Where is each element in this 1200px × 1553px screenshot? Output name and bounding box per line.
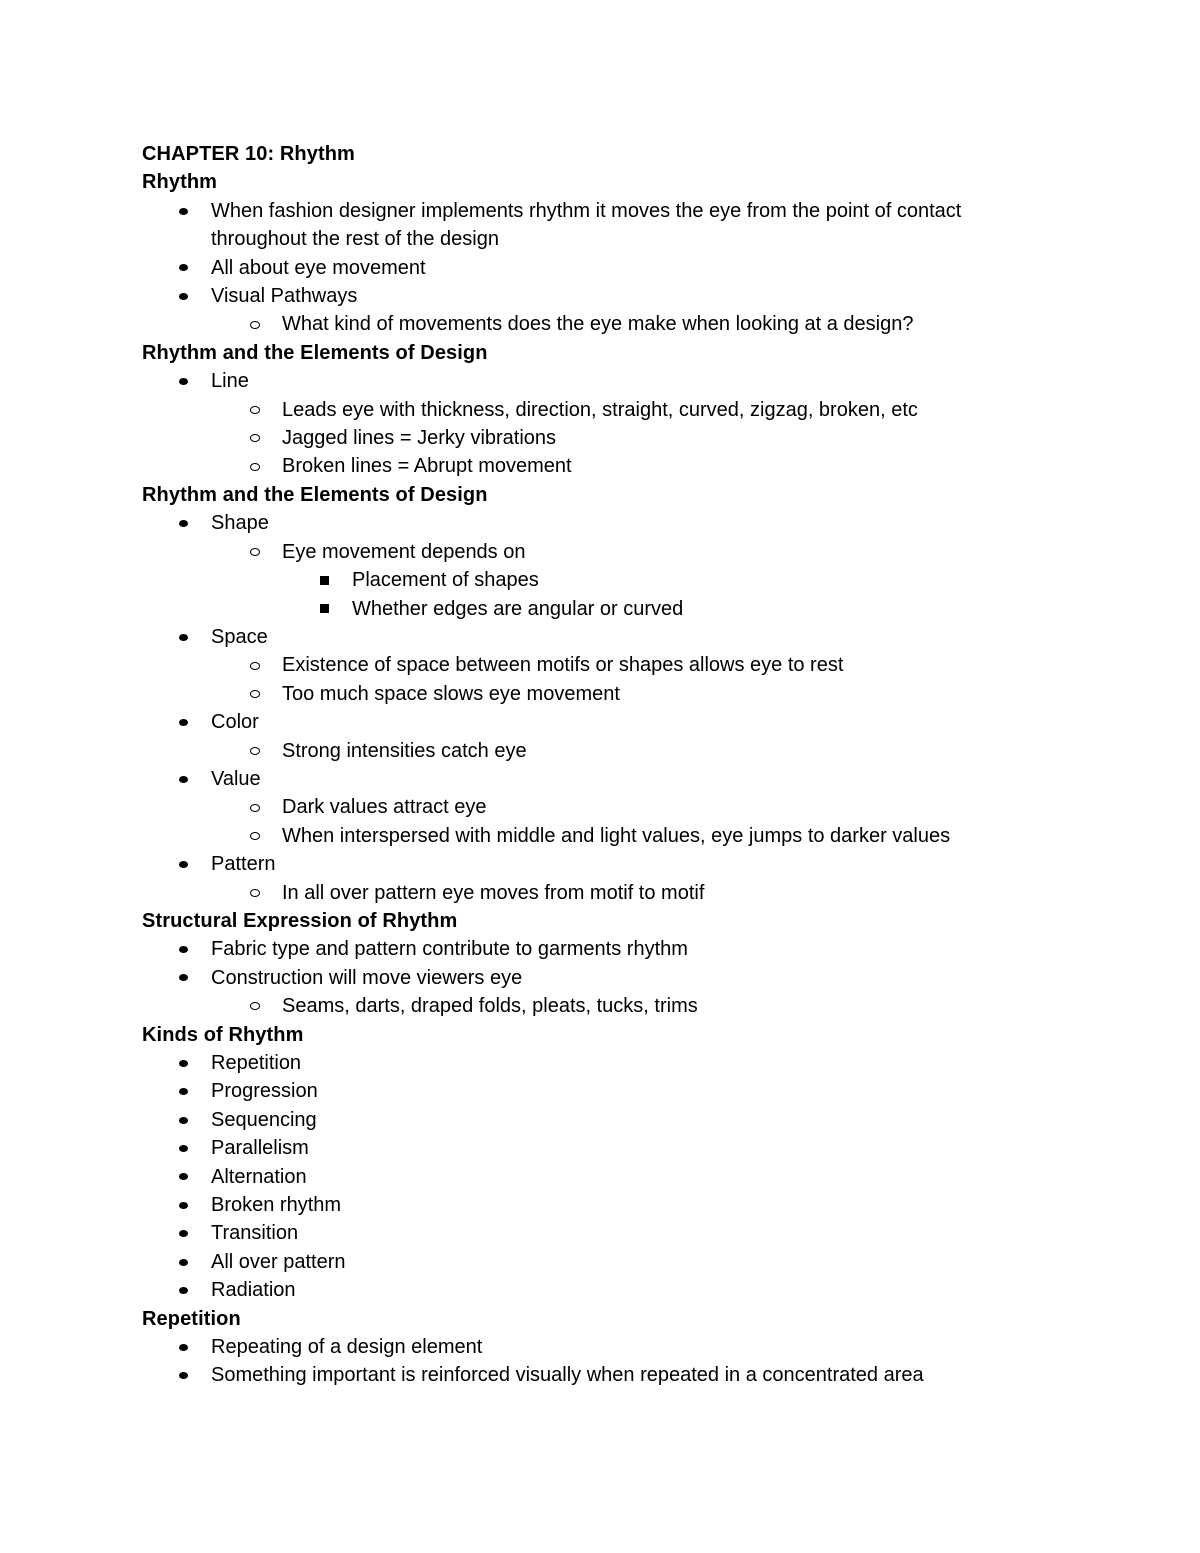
heading-text: CHAPTER 10: Rhythm — [142, 143, 355, 165]
list-item-text: Radiation — [211, 1279, 296, 1302]
square-bullet-icon — [320, 595, 329, 623]
list-item-text: Progression — [211, 1080, 318, 1103]
list-item-text: Broken lines = Abrupt movement — [282, 455, 572, 478]
list-item-text: Repetition — [211, 1052, 302, 1074]
section-heading — [142, 1305, 1102, 1333]
list-item-text: Transition — [211, 1222, 299, 1245]
heading-text: Rhythm and the Elements of Design — [142, 341, 488, 364]
heading-text: Structural Expression of Rhythm — [142, 909, 458, 932]
list-item — [142, 282, 1102, 310]
list-item — [142, 680, 1102, 708]
filled-bullet-icon — [179, 1248, 188, 1276]
list-item-text: Line — [211, 370, 249, 393]
list-item-text: Visual Pathways — [211, 285, 358, 308]
filled-bullet-icon — [179, 509, 188, 537]
section-heading — [142, 1021, 1102, 1049]
heading-text: Repetition — [142, 1307, 241, 1330]
section-heading — [142, 481, 1102, 509]
hollow-bullet-icon — [250, 452, 260, 480]
list-item-text: Shape — [211, 512, 269, 535]
filled-bullet-icon — [179, 1191, 188, 1219]
list-item — [142, 765, 1102, 793]
list-item-text: Existence of space between motifs or shapes allows eye to rest — [282, 654, 844, 677]
list-item — [142, 509, 1102, 537]
section-heading — [142, 907, 1102, 935]
hollow-bullet-icon — [250, 396, 260, 424]
list-item — [142, 822, 1102, 850]
list-item — [142, 396, 1102, 424]
list-item — [142, 1191, 1102, 1219]
list-item-text: Placement of shapes — [352, 569, 539, 592]
hollow-bullet-icon — [250, 538, 260, 566]
list-item-text: Seams, darts, draped folds, pleats, tucks, trims — [282, 995, 698, 1018]
filled-bullet-icon — [179, 623, 188, 651]
list-item — [142, 424, 1102, 452]
hollow-bullet-icon — [250, 651, 260, 679]
list-item — [142, 1361, 1102, 1389]
list-item-text: In all over pattern eye moves from motif to motif — [282, 881, 705, 904]
hollow-bullet-icon — [250, 424, 260, 452]
hollow-bullet-icon — [250, 310, 260, 338]
list-item — [142, 1276, 1102, 1304]
filled-bullet-icon — [179, 1106, 188, 1134]
hollow-bullet-icon — [250, 680, 260, 708]
list-item — [142, 310, 1102, 338]
list-item — [142, 1106, 1102, 1134]
hollow-bullet-icon — [250, 822, 260, 850]
list-item-text: Dark values attract eye — [282, 796, 487, 819]
heading-text: Rhythm and the Elements of Design — [142, 483, 488, 506]
list-item-text: Broken rhythm — [211, 1194, 342, 1217]
list-item-text: Repeating of a design element — [211, 1336, 483, 1359]
hollow-bullet-icon — [250, 879, 260, 907]
list-item-text: Alternation — [211, 1165, 307, 1188]
list-item — [142, 1248, 1102, 1276]
list-item-text: Strong intensities catch eye — [282, 739, 527, 762]
list-item-text: All over pattern — [211, 1250, 346, 1273]
list-item-text: All about eye movement — [211, 256, 426, 279]
list-item — [142, 1077, 1102, 1105]
list-item-text: Parallelism — [211, 1137, 309, 1160]
filled-bullet-icon — [179, 935, 188, 963]
list-item-text: Jagged lines = Jerky vibrations — [282, 427, 557, 450]
list-item — [142, 197, 1031, 254]
list-item — [142, 254, 1102, 282]
section-heading — [142, 140, 1102, 168]
list-item-text: Construction will move viewers eye — [211, 966, 523, 989]
filled-bullet-icon — [179, 1134, 188, 1162]
filled-bullet-icon — [179, 1276, 188, 1304]
filled-bullet-icon — [179, 1049, 188, 1077]
list-item-text: Something important is reinforced visually when repeated in a concentrated area — [211, 1364, 924, 1387]
filled-bullet-icon — [179, 367, 188, 395]
list-item — [142, 538, 1102, 566]
list-item-text: Value — [211, 767, 261, 790]
document-page — [142, 140, 1102, 1390]
filled-bullet-icon — [179, 708, 188, 736]
section-heading — [142, 339, 1102, 367]
list-item — [142, 793, 1102, 821]
list-item-text: When interspersed with middle and light values, eye jumps to darker values — [282, 824, 951, 847]
list-item — [142, 452, 1102, 480]
list-item-text: What kind of movements does the eye make when looking at a design? — [282, 313, 914, 336]
list-item — [142, 964, 1102, 992]
list-item — [142, 1219, 1102, 1247]
list-item — [142, 879, 1102, 907]
filled-bullet-icon — [179, 1219, 188, 1247]
filled-bullet-icon — [179, 282, 188, 310]
list-item — [142, 651, 1102, 679]
list-item — [142, 595, 1102, 623]
filled-bullet-icon — [179, 964, 188, 992]
filled-bullet-icon — [179, 765, 188, 793]
filled-bullet-icon — [179, 1163, 188, 1191]
list-item — [142, 367, 1102, 395]
list-item — [142, 935, 1102, 963]
filled-bullet-icon — [179, 850, 188, 878]
hollow-bullet-icon — [250, 737, 260, 765]
hollow-bullet-icon — [250, 793, 260, 821]
list-item-text: Leads eye with thickness, direction, straight, curved, zigzag, broken, etc — [282, 398, 918, 421]
list-item — [142, 1333, 1102, 1361]
heading-text: Kinds of Rhythm — [142, 1023, 304, 1046]
filled-bullet-icon — [179, 1361, 188, 1389]
list-item — [142, 623, 1102, 651]
square-bullet-icon — [320, 566, 329, 594]
list-item-text: Space — [211, 625, 268, 648]
list-item — [142, 850, 1102, 878]
list-item-text: Eye movement depends on — [282, 540, 526, 563]
filled-bullet-icon — [179, 1077, 188, 1105]
list-item — [142, 1049, 1102, 1077]
section-heading — [142, 168, 1102, 196]
filled-bullet-icon — [179, 1333, 188, 1361]
filled-bullet-icon — [179, 254, 188, 282]
list-item-text: Sequencing — [211, 1108, 317, 1131]
list-item — [142, 566, 1102, 594]
list-item — [142, 992, 1102, 1020]
list-item-text: Too much space slows eye movement — [282, 682, 620, 705]
list-item-text: Color — [211, 711, 259, 734]
list-item — [142, 1163, 1102, 1191]
list-item-text: Fabric type and pattern contribute to garments rhythm — [211, 938, 688, 961]
list-item — [142, 708, 1102, 736]
list-item-text: Pattern — [211, 853, 276, 876]
list-item — [142, 1134, 1102, 1162]
heading-text: Rhythm — [142, 171, 218, 194]
filled-bullet-icon — [179, 197, 188, 225]
list-item-text: Whether edges are angular or curved — [352, 597, 684, 620]
list-item-text: When fashion designer implements rhythm it moves the eye from the point of contact throughout the rest of the design — [211, 199, 962, 251]
list-item — [142, 737, 1102, 765]
hollow-bullet-icon — [250, 992, 260, 1020]
